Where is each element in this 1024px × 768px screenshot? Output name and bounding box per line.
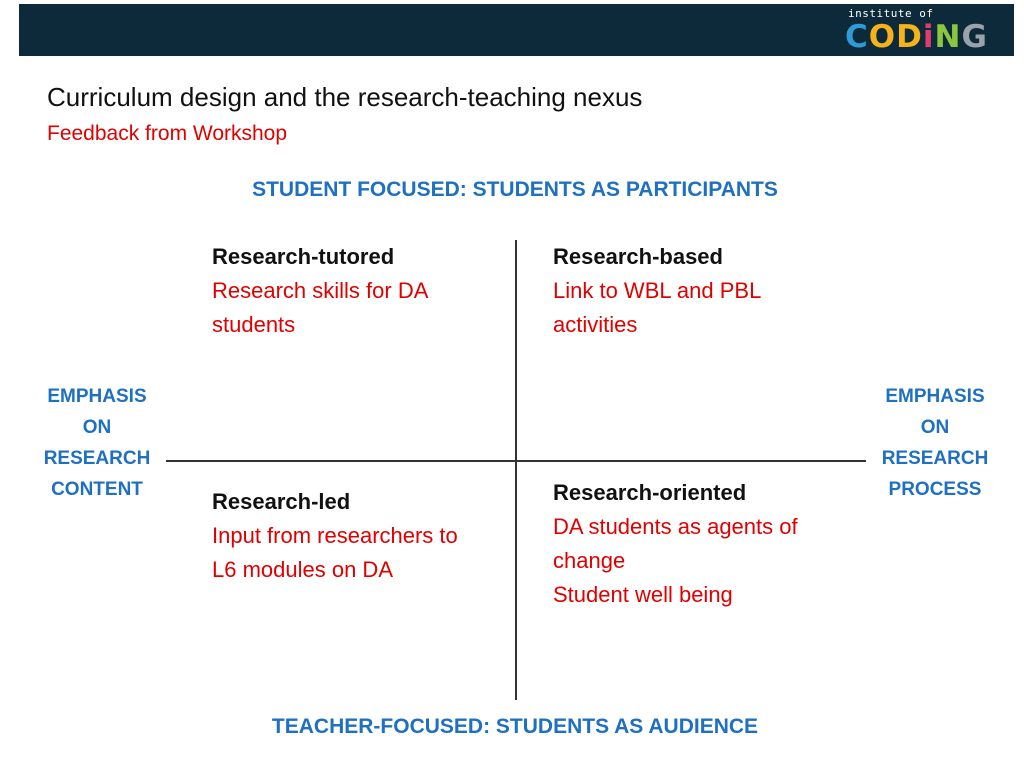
axis-label-left-line: RESEARCH (43, 448, 151, 469)
quadrant-research-tutored (212, 240, 512, 342)
logo-letter: O (868, 19, 897, 55)
logo-letter: N (934, 19, 962, 55)
quadrant-text: Research skills for DA (212, 278, 429, 303)
logo-small-text: institute of (848, 7, 934, 20)
quadrant-title: Research-led (212, 489, 351, 514)
axis-label-right (870, 381, 1000, 505)
quadrant-text: change (553, 548, 626, 573)
logo-wordmark (845, 20, 988, 54)
axis-label-right-line: EMPHASIS (885, 386, 985, 407)
quadrant-title: Research-oriented (553, 480, 747, 505)
logo-letter: C (845, 19, 869, 55)
quadrant-text: Input from researchers to (212, 523, 458, 548)
axis-label-left-line: EMPHASIS (47, 386, 147, 407)
quadrant-text: DA students as agents of (553, 514, 798, 539)
horizontal-axis-line (166, 460, 866, 462)
axis-label-left (32, 381, 162, 505)
axis-label-bottom: TEACHER-FOCUSED: STUDENTS AS AUDIENCE (271, 715, 759, 738)
quadrant-research-led (212, 485, 512, 587)
logo-letter: G (961, 19, 988, 55)
page-title: Curriculum design and the research-teaching nexus (47, 82, 643, 112)
page-subtitle: Feedback from Workshop (47, 122, 288, 145)
quadrant-title: Research-based (553, 244, 723, 269)
quadrant-text: Student well being (553, 582, 733, 607)
quadrant-text: L6 modules on DA (212, 557, 393, 582)
quadrant-text: activities (553, 312, 638, 337)
quadrant-text: Link to WBL and PBL (553, 278, 762, 303)
quadrant-research-based (553, 240, 863, 342)
axis-label-left-line: CONTENT (51, 479, 143, 500)
axis-label-left-line: ON (82, 417, 112, 438)
axis-label-right-line: PROCESS (888, 479, 982, 500)
institute-of-coding-logo (845, 7, 1010, 55)
logo-letter: D (896, 19, 923, 55)
quadrant-text: students (212, 312, 296, 337)
logo-letter: i (922, 19, 935, 55)
axis-label-right-line: RESEARCH (881, 448, 989, 469)
quadrant-title: Research-tutored (212, 244, 395, 269)
axis-label-right-line: ON (920, 417, 950, 438)
quadrant-research-oriented (553, 476, 863, 612)
axis-label-top: STUDENT FOCUSED: STUDENTS AS PARTICIPANTS (252, 178, 778, 201)
vertical-axis-line (515, 240, 517, 700)
